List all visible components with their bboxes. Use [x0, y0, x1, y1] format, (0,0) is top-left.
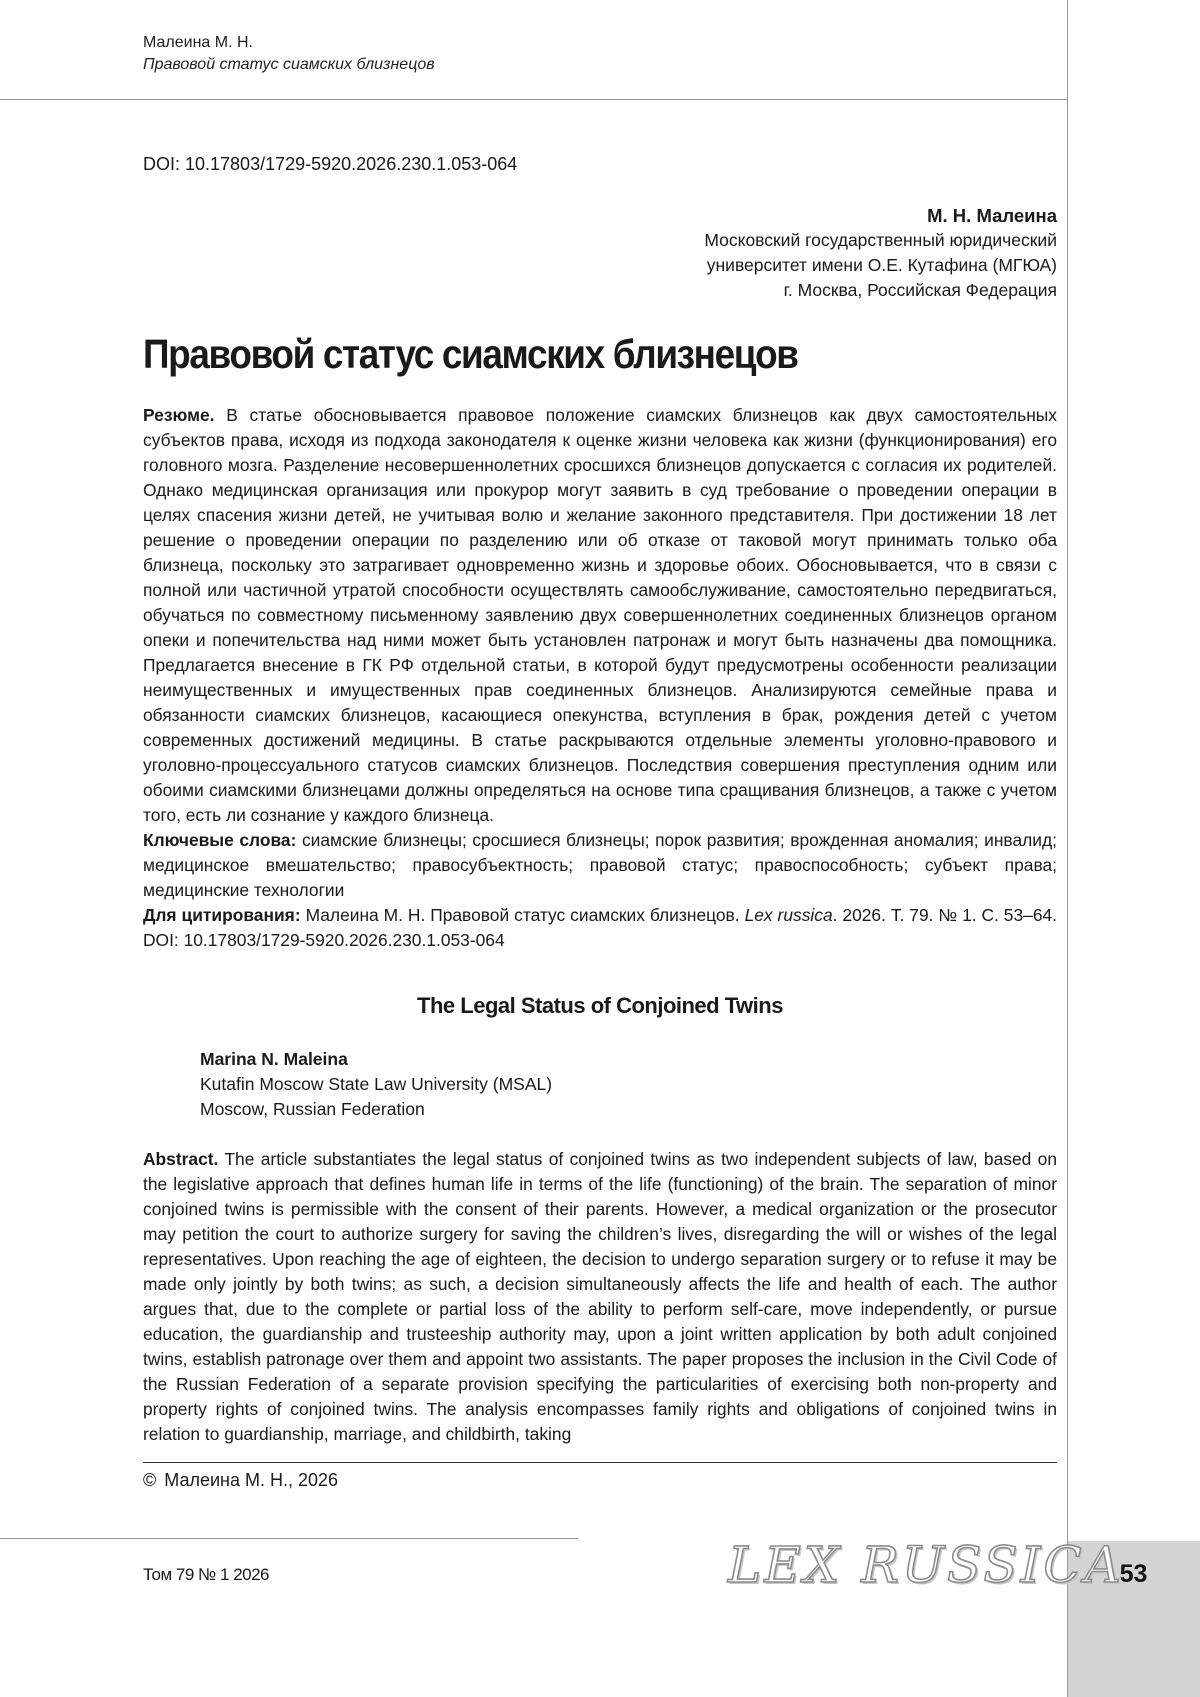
citation-details: . 2026. Т. 79. № 1. С. 53–64. DOI: 10.17803/1729-5920.2026.230.1.053-064: [143, 905, 1057, 950]
author-name-en: Marina N. Maleina: [200, 1049, 348, 1069]
abstract-ru-label: Резюме.: [143, 405, 215, 425]
copyright-text: Малеина М. Н., 2026: [164, 1470, 339, 1490]
abstract-en-label: Abstract.: [143, 1149, 219, 1169]
issue-info: Том 79 № 1 2026: [143, 1565, 270, 1584]
citation-label: Для цитирования:: [143, 905, 301, 925]
footer-divider: [0, 1538, 578, 1539]
footnote-divider: [143, 1462, 1057, 1463]
article-title-en: The Legal Status of Conjoined Twins: [417, 993, 783, 1018]
running-head-title: Правовой статус сиамских близнецов: [143, 56, 435, 73]
affiliation-line: Kutafin Moscow State Law University (MSAL): [200, 1074, 553, 1094]
abstract-ru: [143, 403, 1057, 828]
keywords-ru: [143, 828, 1057, 903]
copyright-icon: ©: [143, 1470, 157, 1490]
abstract-en: [143, 1147, 1057, 1447]
header-divider: [0, 99, 1067, 100]
citation-text: Малеина М. Н. Правовой статус сиамских близнецов.: [305, 905, 740, 925]
abstract-ru-text: В статье обосновывается правовое положение сиамских близнецов как двух самостоятельных субъектов права, исходя из подхода законодателя к оценке жизни человека как жизни (функционирования) его головного мозга. Разделение несовершеннолетних сросшихся близнецов допускается с согласия их родителей. Однако медицинская организация или прокурор могут заявить в суд требование о проведении операции в целях спасения жизни детей, не учитывая волю и желание законного представителя. При достижении 18 лет решение о проведении операции по разделению или об отказе от таковой могут принимать только оба близнеца, поскольку это затрагивает одновременно жизнь и здоровье обоих. Обосновывается, что в связи с полной или частичной утратой способности осуществлять самообслуживание, самостоятельно передвигаться, обучаться по совместному письменному заявлению двух совершеннолетних соединенных близнецов органом опеки и попечительства над ними может быть установлен патронаж и могут быть назначены два помощника. Предлагается внесение в ГК РФ отдельной статьи, в которой будут предусмотрены особенности реализации неимущественных и имущественных прав соединенных близнецов. Анализируются семейные права и обязанности сиамских близнецов, касающиеся опекунства, вступления в брак, рождения детей с учетом современных достижений медицины. В статье раскрываются отдельные элементы уголовно-правового и уголовно-процессуального статусов сиамских близнецов. Последствия совершения преступления одним или обоими сиамскими близнецами должны определяться на основе типа сращивания близнецов, а также с учетом того, есть ли сознание у каждого близнеца.: [143, 405, 1057, 825]
affiliation-line: университет имени О.Е. Кутафина (МГЮА): [706, 255, 1057, 275]
right-margin-band: [1067, 0, 1200, 1697]
article-title-ru: Правовой статус сиамских близнецов: [143, 331, 798, 377]
affiliation-line: Moscow, Russian Federation: [200, 1099, 425, 1119]
author-affiliation-ru: [704, 203, 1057, 303]
copyright: [143, 1470, 338, 1491]
keywords-text: сиамские близнецы; сросшиеся близнецы; порок развития; врожденная аномалия; инвалид; медицинское вмешательство; правосубъектность; правовой статус; правоспособность; субъект права; медицинские технологии: [143, 830, 1057, 900]
affiliation-line: г. Москва, Российская Федерация: [783, 280, 1057, 300]
keywords-label: Ключевые слова:: [143, 830, 297, 850]
abstract-en-text: The article substantiates the legal status of conjoined twins as two independent subjects of law, based on the legislative approach that defines human life in terms of the life (functioning) of the brain. The separation of minor conjoined twins is permissible with the consent of their parents. However, a medical organization or the prosecutor may petition the court to authorize surgery for saving the children’s lives, disregarding the will or wishes of the legal representatives. Upon reaching the age of eighteen, the decision to undergo separation surgery or to refuse it may be made only jointly by both twins; as such, a decision simultaneously affects the life and health of each. The author argues that, due to the complete or partial loss of the ability to perform self-care, move independently, or pursue education, the guardianship and trusteeship authority may, upon a joint written application by both adult conjoined twins, establish patronage over them and appoint two assistants. The paper proposes the inclusion in the Civil Code of the Russian Federation of a separate provision specifying the particularities of exercising both non-property and property rights of conjoined twins. The analysis encompasses family rights and obligations of conjoined twins in relation to guardianship, marriage, and childbirth, taking: [143, 1149, 1057, 1444]
citation-ru: [143, 903, 1057, 953]
author-name-ru: М. Н. Малеина: [927, 205, 1057, 226]
journal-logo: LEX RUSSICA: [728, 1536, 1124, 1594]
author-affiliation-en: [200, 1047, 552, 1122]
running-head-author: Малеина М. Н.: [143, 34, 253, 51]
doi[interactable]: DOI: 10.17803/1729-5920.2026.230.1.053-064: [143, 154, 518, 174]
affiliation-line: Московский государственный юридический: [704, 230, 1057, 250]
citation-journal: Lex russica: [744, 905, 833, 925]
running-head: [143, 32, 435, 76]
page-number: 53: [1119, 1560, 1148, 1588]
